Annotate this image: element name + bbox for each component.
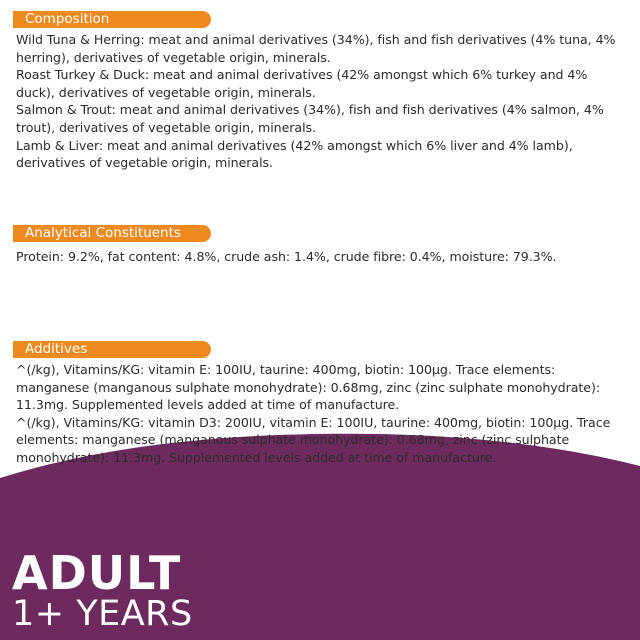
- analytical-constituents-text: Protein: 9.2%, fat content: 4.8%, crude ash: 1.4%, crude fibre: 0.4%, moisture: 79.3%.: [16, 249, 557, 264]
- composition-body: [16, 31, 629, 172]
- analytical-constituents-heading: Analytical Constituents: [13, 225, 211, 242]
- composition-line: Lamb & Liver: meat and animal derivatives (42% amongst which 6% liver and 4% lamb), derivatives of vegetable origin, minerals.: [16, 137, 573, 171]
- composition-section: [13, 8, 629, 172]
- life-stage-title: ADULT: [12, 546, 182, 600]
- composition-line: Wild Tuna & Herring: meat and animal derivatives (34%), fish and fish derivatives (4% tuna, 4% herring), derivatives of vegetable origin, minerals.: [16, 32, 616, 65]
- analytical-constituents-section: [13, 222, 629, 266]
- additives-heading: Additives: [13, 341, 211, 358]
- composition-line: Salmon & Trout: meat and animal derivatives (34%), fish and fish derivatives (4% salmon, 4% trout), derivatives of vegetable origin, minerals.: [16, 102, 604, 135]
- additives-line: ^(/kg), Vitamins/KG: vitamin E: 100IU, taurine: 400mg, biotin: 100µg. Trace elements: manganese (manganous sulphate monohydrate): 0.68mg, zinc (zinc sulphate monohydrate): 11.3mg. Supplemented levels added at time of manufacture.: [16, 362, 601, 413]
- composition-line: Roast Turkey & Duck: meat and animal derivatives (42% amongst which 6% turkey and 4% duck), derivatives of vegetable origin, minerals.: [16, 67, 588, 100]
- additives-line: ^(/kg), Vitamins/KG: vitamin D3: 200IU, vitamin E: 100IU, taurine: 400mg, biotin: 100µg. Trace elements: manganese (manganous sulphate monohydrate): 0.68mg, zinc (zinc sulphate monohydrate): 11.3mg. Supplemented levels added at time of manufacture.: [16, 414, 611, 465]
- additives-body: [16, 361, 629, 467]
- age-range-label: 1+ YEARS: [12, 594, 193, 634]
- composition-heading: Composition: [13, 11, 211, 28]
- analytical-constituents-body: [16, 248, 629, 266]
- additives-section: [13, 338, 629, 467]
